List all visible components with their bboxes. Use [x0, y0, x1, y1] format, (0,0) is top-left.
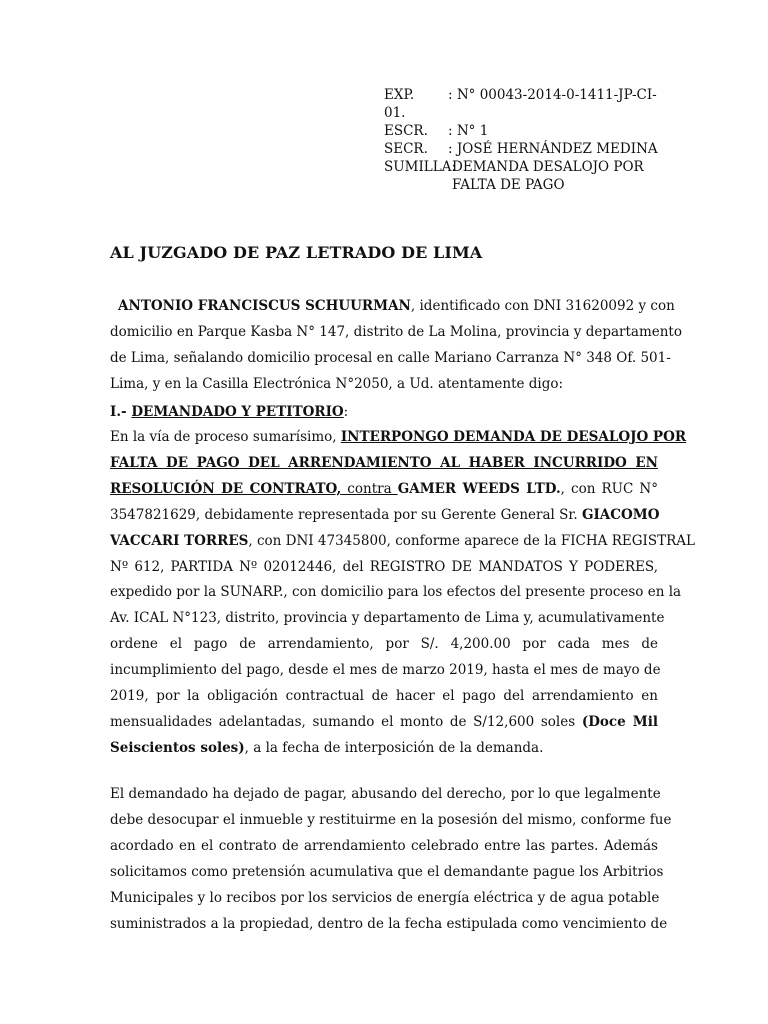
- section-title: DEMANDADO Y PETITORIO: [131, 404, 344, 420]
- demand-claim-title: INTERPONGO DEMANDA DE DESALOJO POR: [340, 429, 687, 445]
- intro-line-4: Lima, y en la Casilla Electrónica N°2050, a Ud. atentamente digo:: [110, 375, 564, 392]
- demand-line-6: Nº 612, PARTIDA Nº 02012446, del REGISTRO DE MANDATOS Y PODERES,: [110, 558, 658, 575]
- demand-line-4: [110, 503, 658, 529]
- case-header: [384, 86, 664, 194]
- exp-value: : N° 00043-2014-0-1411-JP-CI-: [448, 87, 657, 103]
- demand-line-7: expedido por la SUNARP., con domicilio para los efectos del presente proceso en la: [110, 584, 682, 601]
- demand-line-13: [110, 736, 658, 762]
- defendant-name: GAMER WEEDS LTD.: [397, 480, 561, 497]
- second-line-4: solicitamos como pretensión acumulativa que el demandante pague los Arbitrios: [110, 863, 664, 880]
- exp-label: EXP.: [384, 87, 415, 103]
- secr-value: : JOSÉ HERNÁNDEZ MEDINA: [448, 141, 658, 157]
- demand-line-8: Av. ICAL N°123, distrito, provincia y departamento de Lima y, acumulativamente: [110, 610, 665, 627]
- escr-label: ESCR.: [384, 123, 428, 139]
- second-line-1: El demandado ha dejado de pagar, abusando del derecho, por lo que legalmente: [110, 786, 661, 802]
- manager-last-name: VACCARI TORRES: [110, 532, 249, 549]
- demand-against: contra: [341, 480, 398, 497]
- demand-line-5-text: , con DNI 47345800, conforme aparece de la FICHA REGISTRAL: [248, 532, 695, 549]
- demand-contract-resolution: RESOLUCIÓN DE CONTRATO,: [110, 480, 342, 497]
- section-colon: :: [343, 404, 349, 420]
- intro-line-1: [110, 294, 675, 320]
- demand-line-5: [110, 529, 695, 555]
- second-paragraph: [110, 782, 672, 937]
- second-line-6: suministrados a la propiedad, dentro de la fecha estipulada como vencimiento de: [110, 915, 668, 932]
- court-title: AL JUZGADO DE PAZ LETRADO DE LIMA: [110, 243, 483, 262]
- intro-paragraph: [110, 294, 682, 398]
- demand-line-3: [110, 477, 658, 503]
- demand-line-12-text: mensualidades adelantadas, sumando el monto de S/12,600 soles: [110, 713, 582, 730]
- secr-row: [384, 140, 664, 158]
- demand-line-1: [110, 425, 687, 451]
- sumilla-value: DEMANDA DESALOJO POR: [452, 159, 644, 175]
- second-line-3: acordado en el contrato de arrendamiento celebrado entre las partes. Además: [110, 837, 658, 854]
- manager-first-name: GIACOMO: [581, 506, 660, 523]
- section-heading: [110, 400, 658, 426]
- section-heading-line: [110, 400, 658, 426]
- sumilla-value-cont: FALTA DE PAGO: [452, 177, 565, 193]
- exp-row: [384, 86, 664, 104]
- demand-line-10: incumplimiento del pago, desde el mes de marzo 2019, hasta el mes de mayo de: [110, 662, 661, 679]
- demand-line-11: 2019, por la obligación contractual de hacer el pago del arrendamiento en: [110, 688, 658, 705]
- demand-line-12: [110, 710, 658, 736]
- plaintiff-name: ANTONIO FRANCISCUS SCHUURMAN: [118, 298, 411, 314]
- demand-paragraph: [110, 425, 695, 762]
- escr-value: : N° 1: [448, 123, 489, 139]
- demand-line-9: ordene el pago de arrendamiento, por S/. 4,200.00 por cada mes de: [110, 636, 658, 653]
- amount-words-end: Seiscientos soles): [110, 739, 245, 756]
- intro-line-2: domicilio en Parque Kasba N° 147, distrito de La Molina, provincia y departamento: [110, 323, 682, 340]
- second-line-5: Municipales y lo recibos por los servicios de energía eléctrica y de agua potable: [110, 889, 660, 906]
- escr-row: [384, 122, 664, 140]
- demand-line-2: FALTA DE PAGO DEL ARRENDAMIENTO AL HABER INCURRIDO EN: [110, 454, 658, 471]
- demand-ruc-label: , con RUC N°: [560, 480, 658, 497]
- sumilla-label: SUMILLA:: [384, 159, 457, 175]
- secr-label: SECR.: [384, 141, 428, 157]
- demand-line-4-text: 3547821629, debidamente representada por su Gerente General Sr.: [110, 506, 582, 523]
- second-line-2: debe desocupar el inmueble y restituirme en la posesión del mismo, conforme fue: [110, 811, 672, 828]
- section-number: I.-: [110, 404, 132, 420]
- sumilla-row: [384, 158, 664, 176]
- intro-line-1-text: , identificado con DNI 31620092 y con: [410, 298, 675, 314]
- demand-line-1-text: En la vía de proceso sumarísimo,: [110, 429, 341, 445]
- exp-value-cont: 01.: [384, 105, 406, 121]
- intro-line-3: de Lima, señalando domicilio procesal en calle Mariano Carranza N° 348 Of. 501-: [110, 349, 671, 366]
- amount-words-start: (Doce Mil: [581, 713, 659, 730]
- demand-line-13-text: , a la fecha de interposición de la demanda.: [244, 739, 544, 756]
